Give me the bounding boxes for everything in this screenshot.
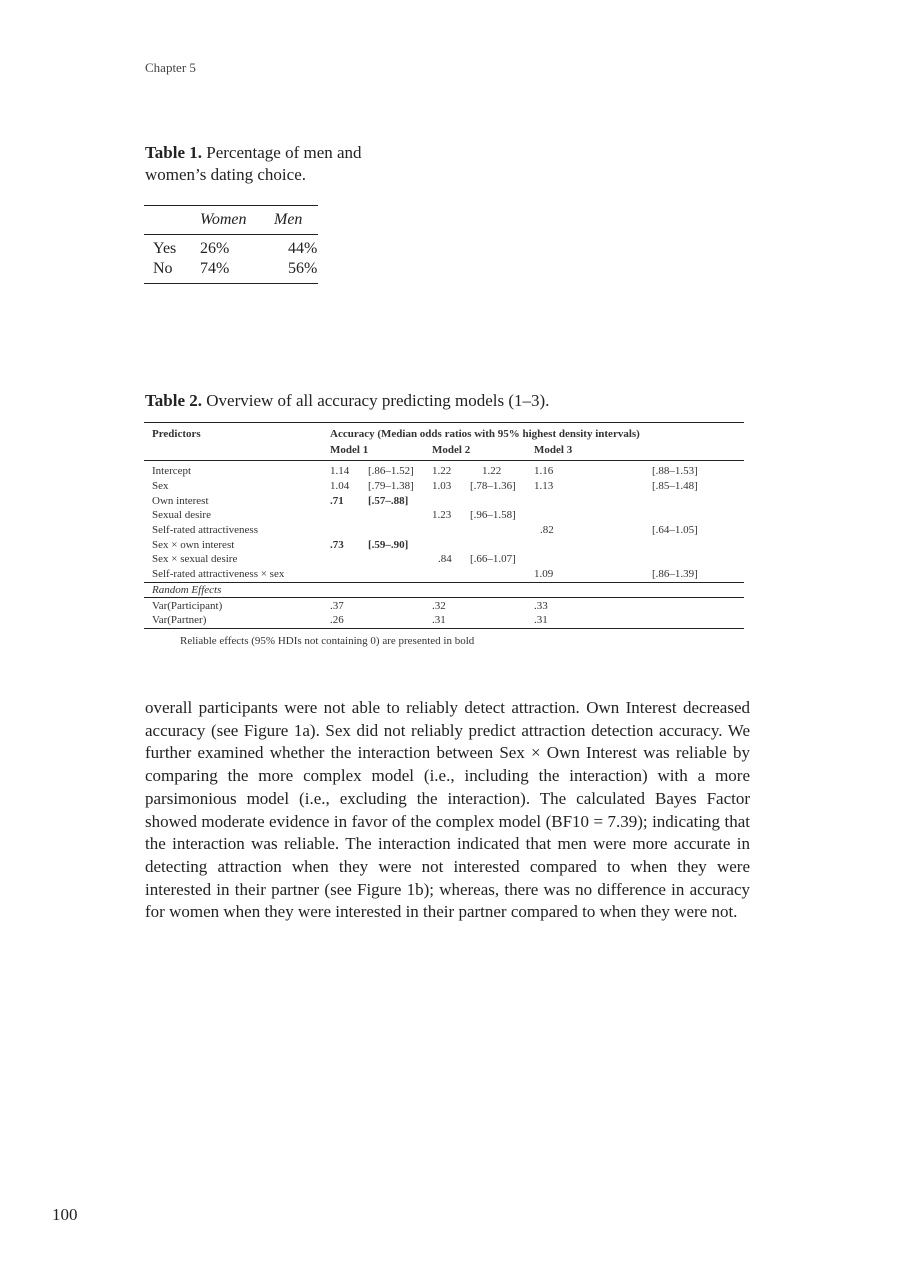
table2-cell: 1.22 bbox=[482, 465, 502, 478]
table2-row-label: Sex × own interest bbox=[152, 538, 235, 551]
table2-cell bbox=[564, 537, 744, 552]
table2-cell: .37 bbox=[330, 599, 344, 612]
table2-cell bbox=[526, 508, 564, 523]
table1-header-cell: Men bbox=[274, 206, 318, 235]
table-row bbox=[144, 552, 744, 567]
table2-row-label: Self-rated attractiveness × sex bbox=[144, 567, 322, 582]
table2-cell bbox=[462, 537, 526, 552]
table2-cell bbox=[424, 537, 462, 552]
table1 bbox=[144, 205, 318, 284]
table2-row-label: Sex × sexual desire bbox=[152, 553, 238, 566]
table2-cell: .32 bbox=[432, 599, 446, 612]
table2-cell: 1.03 bbox=[432, 480, 452, 493]
table-row bbox=[144, 493, 744, 508]
table2-cell: [.66–1.07] bbox=[470, 553, 516, 566]
table2-row-label: Sexual desire bbox=[152, 509, 211, 522]
table2-random-effects-label: Random Effects bbox=[144, 582, 744, 598]
table2-cell bbox=[424, 523, 462, 538]
table1-caption bbox=[145, 142, 385, 186]
table2-cell: [.88–1.53] bbox=[652, 465, 698, 478]
table2-model-header: Model 1 bbox=[322, 442, 424, 461]
table2-cell bbox=[462, 567, 526, 582]
table2-cell: 1.13 bbox=[534, 480, 554, 493]
table2-cell: 1.22 bbox=[432, 465, 452, 478]
table2-cell: .71 bbox=[330, 494, 344, 507]
table2-cell: .31 bbox=[526, 613, 744, 628]
table2-note: Reliable effects (95% HDIs not containing 0) are presented in bold bbox=[180, 635, 475, 647]
table1-cell: No bbox=[144, 259, 200, 284]
table2-cell: [.86–1.52] bbox=[368, 465, 414, 478]
table2-cell: 1.23 bbox=[432, 509, 452, 522]
table2-cell bbox=[564, 508, 744, 523]
table-row bbox=[144, 613, 744, 628]
table2-cell: 1.09 bbox=[526, 567, 564, 582]
table2-cell: [.96–1.58] bbox=[470, 509, 516, 522]
table2-cell bbox=[322, 523, 360, 538]
table2-cell: [.78–1.36] bbox=[470, 480, 516, 493]
table2-cell bbox=[462, 493, 526, 508]
table2-cell bbox=[526, 493, 564, 508]
table1-header-cell: Women bbox=[200, 206, 274, 235]
table2-cell: .31 bbox=[424, 613, 526, 628]
table2-cell bbox=[360, 552, 424, 567]
table1-cell: 74% bbox=[200, 259, 274, 284]
table1-header-cell bbox=[144, 206, 200, 235]
table2-cell: .33 bbox=[534, 599, 548, 612]
page-number: 100 bbox=[52, 1205, 78, 1224]
table-row bbox=[144, 235, 318, 260]
table1-header-row bbox=[144, 206, 318, 235]
table2-cell bbox=[360, 523, 424, 538]
table2-cell bbox=[424, 493, 462, 508]
table2-caption bbox=[145, 390, 765, 412]
table-row bbox=[144, 567, 744, 582]
table-row bbox=[144, 508, 744, 523]
table2-label: Table 2. bbox=[145, 391, 203, 410]
table2-cell: .73 bbox=[330, 538, 344, 551]
table1-cell: 26% bbox=[200, 240, 230, 257]
table-row bbox=[144, 523, 744, 538]
table2-row-label: Sex bbox=[152, 480, 169, 493]
table2-cell bbox=[322, 567, 360, 582]
table2-cell bbox=[564, 552, 744, 567]
table2-cell bbox=[322, 508, 360, 523]
table2-row-label: Var(Partner) bbox=[144, 613, 322, 628]
table2-random-effects-row bbox=[144, 582, 744, 598]
table2-accuracy-header: Accuracy (Median odds ratios with 95% highest density intervals) bbox=[322, 423, 744, 443]
table2-model-header: Model 3 bbox=[526, 442, 744, 461]
table2-cell: 1.04 bbox=[330, 480, 350, 493]
table1-cell: 44% bbox=[288, 240, 318, 257]
table2-cell bbox=[424, 567, 462, 582]
table2-cell bbox=[462, 523, 526, 538]
table2-predictors-header: Predictors bbox=[144, 423, 322, 443]
table2-cell: .84 bbox=[438, 553, 452, 566]
table2-header-row bbox=[144, 423, 744, 443]
table2-cell: .26 bbox=[322, 613, 424, 628]
table2-empty-cell bbox=[144, 442, 322, 461]
table2-cell: 1.14 bbox=[330, 465, 350, 478]
table2-cell: [.57–.88] bbox=[368, 494, 409, 507]
table2-cell bbox=[360, 508, 424, 523]
table-row bbox=[144, 479, 744, 494]
table2-cell: .82 bbox=[540, 524, 554, 537]
table2-cell: [.85–1.48] bbox=[652, 480, 698, 493]
table2-title: Overview of all accuracy predicting models (1–3). bbox=[206, 391, 550, 410]
body-text: overall participants were not able to reliably detect attraction. Own Interest decreased accuracy (see Figure 1a). Sex did not reliably predict attraction detection accuracy. We further examined whether the interaction between Sex × Own Interest was reliable by comparing the more complex model (i.e., including the interaction) with a more parsimonious model (i.e., excluding the interaction). The calculated Bayes Factor showed moderate evidence in favor of the complex model (BF10 = 7.39); indicating that the interaction was reliable. The interaction indicated that men were more accurate in detecting attraction when they were not interested compared to when they were interested in their partner (see Figure 1b); whereas, there was no difference in accuracy for women when they were interested in their partner compared to when they were not. bbox=[145, 698, 750, 922]
table2-cell bbox=[526, 552, 564, 567]
table2-cell bbox=[360, 567, 424, 582]
table2-cell bbox=[564, 493, 744, 508]
table-row bbox=[144, 598, 744, 613]
table1-cell: Yes bbox=[153, 240, 177, 257]
table2-cell: 1.16 bbox=[534, 465, 554, 478]
table-row bbox=[144, 537, 744, 552]
table2-cell: [.59–.90] bbox=[368, 538, 409, 551]
table2-cell: [.64–1.05] bbox=[652, 524, 698, 537]
table1-title: Percentage of men and women’s dating choice. bbox=[145, 143, 362, 184]
running-header: Chapter 5 bbox=[145, 60, 196, 75]
table-row bbox=[144, 259, 318, 284]
table2-row-label: Var(Participant) bbox=[152, 599, 223, 612]
table2-cell bbox=[526, 537, 564, 552]
table2-models-row bbox=[144, 442, 744, 461]
table2-cell: [.86–1.39] bbox=[564, 567, 744, 582]
table2-cell bbox=[322, 552, 360, 567]
table2-model-header: Model 2 bbox=[424, 442, 526, 461]
table-row bbox=[144, 461, 744, 479]
table1-cell: 56% bbox=[274, 259, 318, 284]
table1-label: Table 1. bbox=[145, 143, 203, 162]
table2-row-label: Intercept bbox=[152, 465, 192, 478]
table2-row-label: Own interest bbox=[152, 494, 209, 507]
table2 bbox=[144, 422, 744, 629]
body-paragraph bbox=[145, 697, 750, 924]
table2-cell: [.79–1.38] bbox=[368, 480, 414, 493]
table2-row-label: Self-rated attractiveness bbox=[152, 524, 258, 537]
